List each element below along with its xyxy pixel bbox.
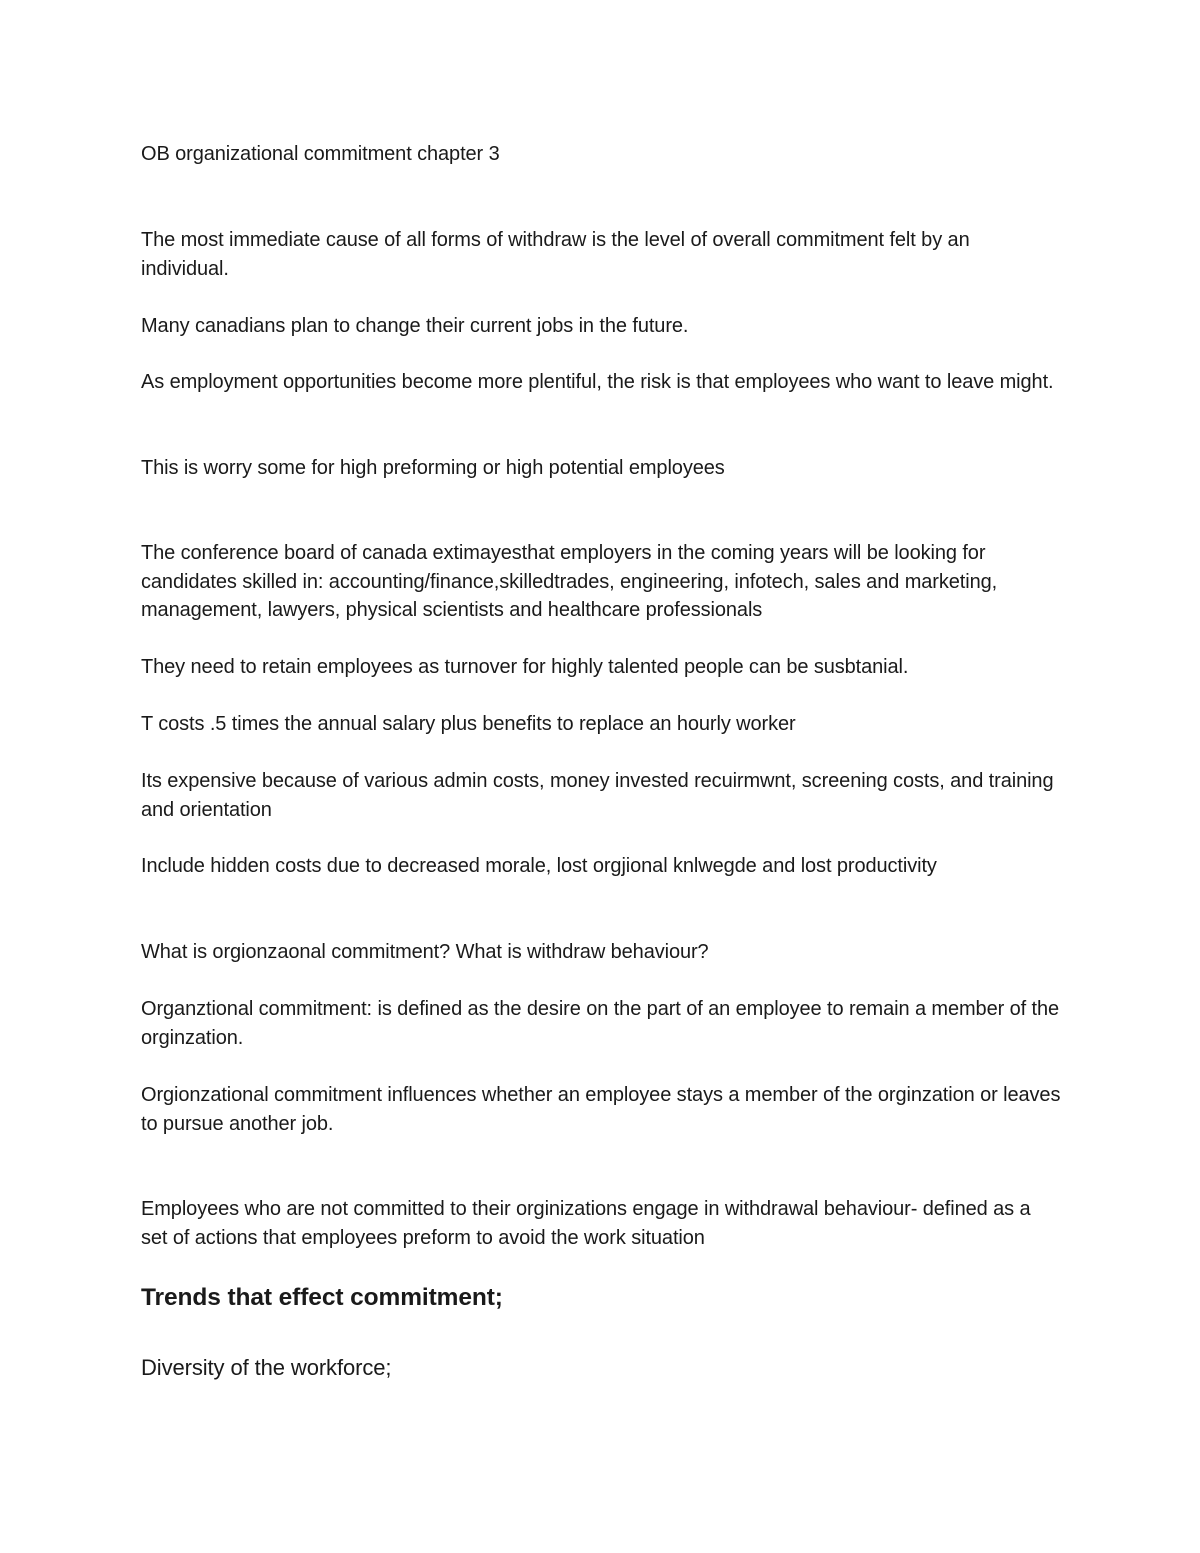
paragraph-commitment-influences: Orgionzational commitment influences whether an employee stays a member of the orginzation or leaves to pursue another job. <box>141 1084 1061 1135</box>
paragraph-withdraw-cause: The most immediate cause of all forms of withdraw is the level of overall commitment felt by an individual. <box>141 229 970 280</box>
paragraph-retain-employees: They need to retain employees as turnover for highly talented people can be susbtanial. <box>141 656 909 678</box>
paragraph-organizational-commitment-definition: Organztional commitment: is defined as the desire on the part of an employee to remain a member of the orginzation. <box>141 998 1060 1049</box>
document-title: OB organizational commitment chapter 3 <box>141 143 500 165</box>
paragraph-worry-some: This is worry some for high preforming or high potential employees <box>141 457 725 479</box>
paragraph-withdrawal-behaviour: Employees who are not committed to their orginizations engage in withdrawal behaviour- defined as a set of actions that employees preform to avoid the work situation <box>141 1198 1031 1249</box>
section-heading: Trends that effect commitment; <box>141 1284 503 1311</box>
paragraph-costs: T costs .5 times the annual salary plus benefits to replace an hourly worker <box>141 713 796 735</box>
paragraph-employment-opportunities: As employment opportunities become more plentiful, the risk is that employees who want to leave might. <box>141 371 1054 393</box>
paragraph-canadians-change-jobs: Many canadians plan to change their current jobs in the future. <box>141 315 689 337</box>
paragraph-hidden-costs: Include hidden costs due to decreased morale, lost orgjional knlwegde and lost productivity <box>141 855 937 877</box>
paragraph-diversity: Diversity of the workforce; <box>141 1355 392 1380</box>
paragraph-expensive: Its expensive because of various admin costs, money invested recuirmwnt, screening costs, and training and orientation <box>141 770 1054 821</box>
paragraph-question: What is orgionzaonal commitment? What is withdraw behaviour? <box>141 941 709 963</box>
paragraph-conference-board: The conference board of canada extimayesthat employers in the coming years will be looking for candidates skilled in: accounting/finance,skilledtrades, engineering, infotech, sales and marketing, management, lawyers, physical scientists and healthcare professionals <box>141 542 998 621</box>
